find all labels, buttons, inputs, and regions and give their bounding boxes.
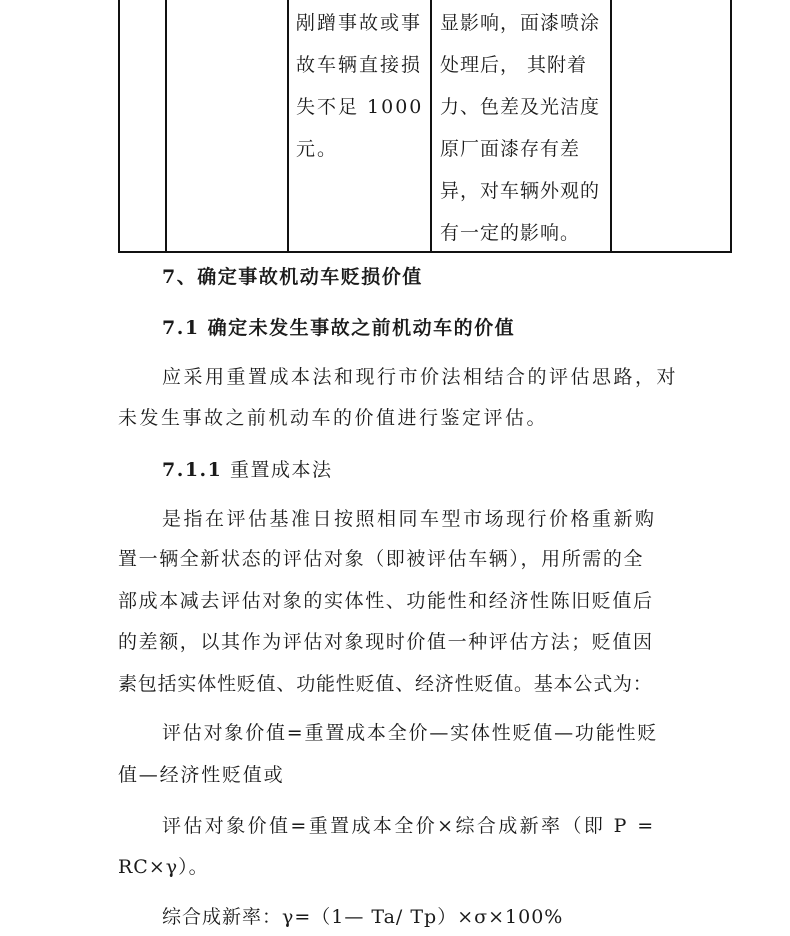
table-cell-line: 显影响，面漆喷涂: [440, 12, 601, 34]
table-cell-line: 剐蹭事故或事: [296, 12, 423, 34]
table-cell-line: 元。: [296, 138, 339, 160]
section-7-heading: 7、确定事故机动车贬损价值: [162, 266, 423, 288]
table-cell-col4: [440, 2, 600, 254]
table-cell-line: 力、色差及光洁度: [440, 96, 601, 118]
table-fragment: [118, 0, 732, 253]
table-cell-line: 失不足 1000: [296, 96, 424, 118]
table-border-right: [730, 0, 732, 253]
table-cell-line: 原厂面漆存有差: [440, 138, 581, 160]
section-7-1-1-title: 重置成本法: [229, 459, 333, 481]
table-divider-1: [165, 0, 167, 253]
section-7-1-1-paragraph-line-3: 部成本减去评估对象的实体性、功能性和经济性陈旧贬值后: [118, 590, 654, 612]
section-7-1-1-paragraph-line-2: 置一辆全新状态的评估对象（即被评估车辆），用所需的全: [118, 548, 645, 570]
section-7-1-1-heading: [162, 455, 332, 482]
table-cell-col3: [296, 2, 423, 170]
table-divider-4: [610, 0, 612, 253]
formula-2-line-1: 评估对象价值=重置成本全价×综合成新率（即 P =: [162, 815, 656, 837]
section-7-1-1-number: 7.1.1: [162, 459, 223, 481]
section-7-1-paragraph-line-1: 应采用重置成本法和现行市价法相结合的评估思路，对: [162, 366, 679, 388]
section-7-1-1-paragraph-line-5: 素包括实体性贬值、功能性贬值、经济性贬值。基本公式为：: [118, 673, 653, 695]
section-7-1-heading: 7.1 确定未发生事故之前机动车的价值: [162, 317, 516, 339]
formula-1-line-1: 评估对象价值=重置成本全价—实体性贬值—功能性贬: [162, 722, 659, 744]
table-cell-line: 有一定的影响。: [440, 222, 581, 244]
formula-2-line-2: RC×γ）。: [118, 856, 209, 878]
table-cell-line: 故车辆直接损: [296, 54, 423, 76]
section-7-1-paragraph-line-2: 未发生事故之前机动车的价值进行鉴定评估。: [118, 407, 549, 429]
formula-3: 综合成新率：γ=（1— Ta/ Tp）×σ×100%: [162, 906, 564, 928]
table-cell-line: 异，对车辆外观的: [440, 180, 601, 202]
table-border-bottom: [118, 251, 732, 253]
section-7-1-1-paragraph-line-4: 的差额，以其作为评估对象现时价值一种评估方法；贬值因: [118, 631, 654, 653]
table-divider-2: [287, 0, 289, 253]
table-divider-3: [430, 0, 432, 253]
section-7-1-1-paragraph-line-1: 是指在评估基准日按照相同车型市场现行价格重新购: [162, 508, 657, 530]
formula-1-line-2: 值—经济性贬值或: [118, 764, 285, 786]
table-cell-line: 处理后， 其附着: [440, 54, 588, 76]
table-border-left: [118, 0, 120, 253]
